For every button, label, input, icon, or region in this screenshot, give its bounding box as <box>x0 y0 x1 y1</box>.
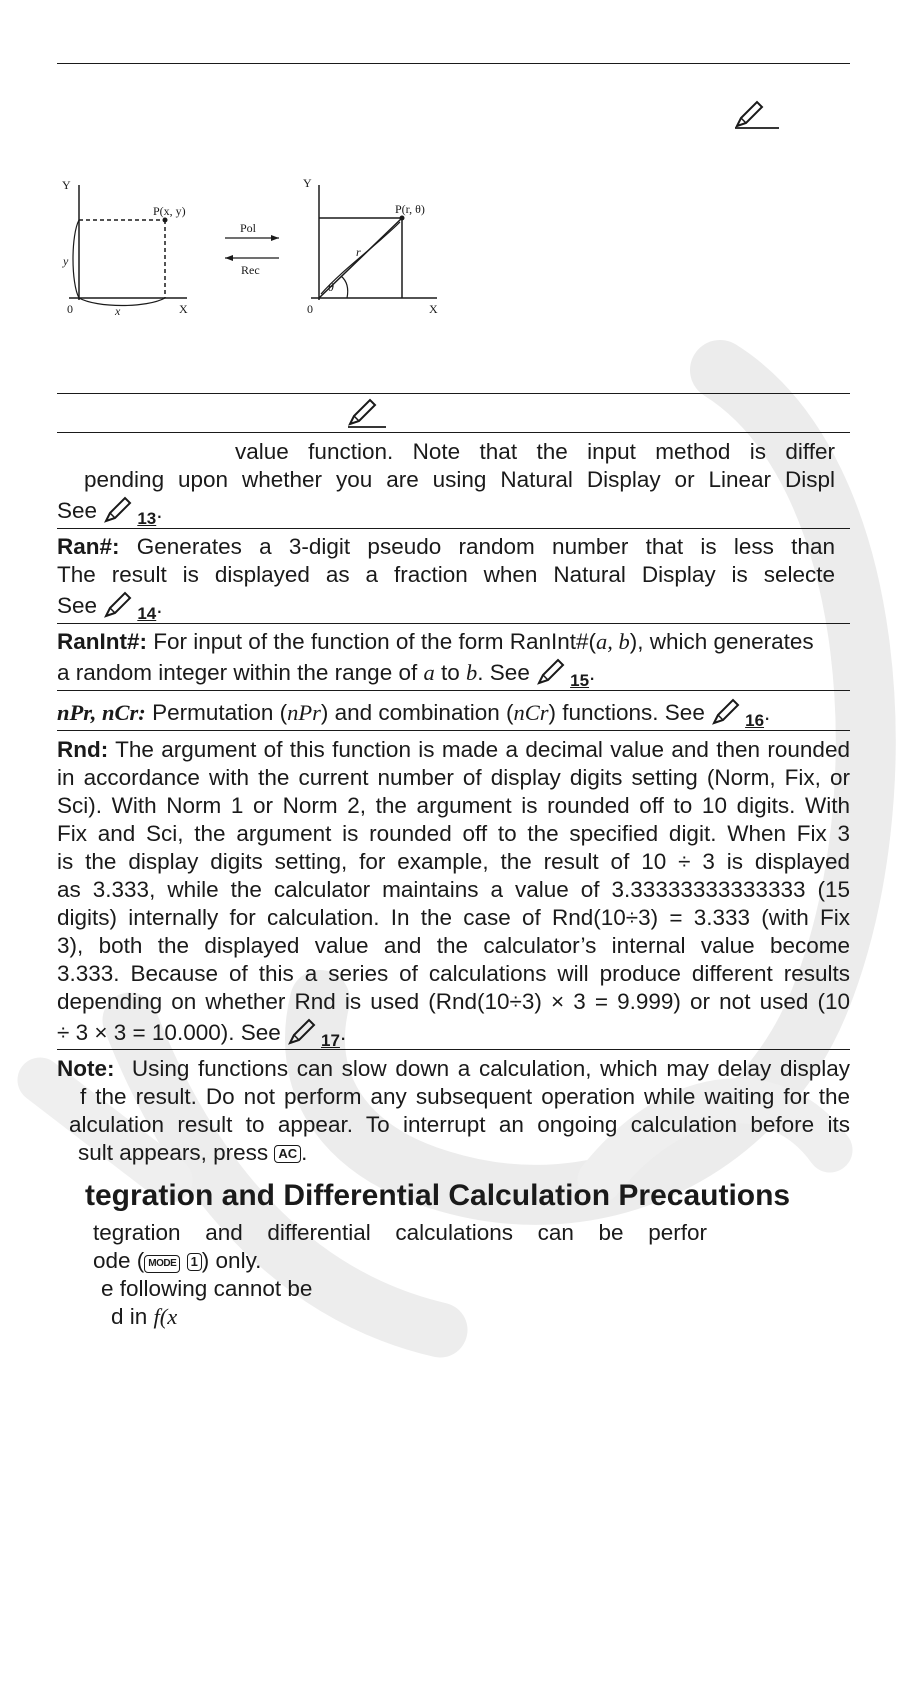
note-text-1: Using functions can slow down a calculation, which may delay display <box>131 1056 850 1081</box>
right-point <box>400 216 405 221</box>
rnd-line-3: Sci). With Norm 1 or Norm 2, the argument is rounded off to 10 digits. With <box>57 793 850 818</box>
rnd-line-4: Fix and Sci, the argument is rounded off to the specified digit. When Fix 3 <box>57 821 850 846</box>
pol-label: Pol <box>240 221 257 235</box>
see-label: See <box>57 593 98 618</box>
polar-rectangular-diagram <box>57 175 477 325</box>
ranint-to: to <box>441 660 460 685</box>
ran-text-1: Generates a 3-digit pseudo random number that is less than <box>136 534 835 559</box>
pencil-icon <box>103 589 141 619</box>
ran-line-3: See $_{14}$. <box>57 589 850 628</box>
section-line-1: tegration and differential calculations can be perfor <box>93 1220 707 1245</box>
rnd-line-11: ÷ 3 × 3 = 10.000). See $_{17}$. <box>57 1016 850 1055</box>
npr-term: nPr, nCr: <box>57 700 146 725</box>
pencil-icon <box>711 696 749 726</box>
npr-text-b: ) and combination ( <box>320 700 514 725</box>
rule-top <box>57 63 850 64</box>
rnd-term: Rnd: <box>57 737 109 762</box>
npr-symbol: nPr <box>287 700 321 725</box>
see-label: . See <box>477 660 530 685</box>
rnd-line-2: in accordance with the current number of display digits setting (Norm, Fix, or <box>57 765 850 790</box>
ran-term: Ran#: <box>57 534 120 559</box>
left-origin-label: 0 <box>67 302 73 316</box>
ranint-text-a: For input of the function of the form RanInt#( <box>153 629 597 654</box>
ran-line-1 <box>57 533 835 561</box>
rnd-line-9: 3.333. Because of this a series of calculations will produce different results <box>57 961 850 986</box>
left-y-brace <box>73 220 79 298</box>
section-text-4a: d in <box>111 1304 148 1329</box>
section-line-3: e following cannot be <box>101 1276 313 1301</box>
note-text-4: sult appears, press <box>78 1140 269 1165</box>
rule-section-sub <box>57 432 850 433</box>
right-point-label: P(r, θ) <box>395 202 425 216</box>
left-y-var: y <box>63 254 69 268</box>
abs-line-3: See $_{13}$. <box>57 494 850 533</box>
note-term: Note: <box>57 1056 115 1081</box>
ranint-entry <box>57 628 850 695</box>
rnd-line-8: 3), both the displayed value and the calculator’s internal value become <box>57 933 850 958</box>
note-ref: 13 <box>137 509 157 528</box>
section-text-2b: ) only. <box>201 1248 262 1273</box>
right-y-label: Y <box>303 176 312 190</box>
rnd-line-10: depending on whether Rnd is used (Rnd(10÷3) × 3 = 9.999) or not used (10 <box>57 989 850 1014</box>
right-angle-arc <box>341 276 348 298</box>
note-ref: 15 <box>570 671 590 690</box>
section-line-2 <box>57 1247 850 1275</box>
note-line-4: sult appears, press AC . <box>78 1140 308 1165</box>
note-line-2: f the result. Do not perform any subsequent operation while waiting for the <box>80 1084 850 1109</box>
note-line-1 <box>57 1055 850 1083</box>
one-key: 1 <box>187 1253 202 1271</box>
note-ref: 14 <box>137 604 157 623</box>
rnd-text-0: The argument of this function is made a decimal value and then rounded <box>115 737 850 762</box>
fx-symbol: f(x <box>153 1304 178 1329</box>
right-origin-label: 0 <box>307 302 313 316</box>
left-x-var: x <box>115 304 121 318</box>
left-point <box>163 218 168 223</box>
rule-section-top <box>57 393 850 394</box>
pencil-icon <box>103 494 141 524</box>
note-block <box>57 1055 850 1167</box>
npr-text-c: ) functions. See <box>548 700 705 725</box>
right-theta-var: θ <box>328 280 334 294</box>
ranint-text-b: ), which generates <box>629 629 814 654</box>
rnd-line-6: as 3.333, while the calculator maintains a value of 3.33333333333333 (15 <box>57 877 850 902</box>
ac-key: AC <box>274 1145 301 1163</box>
pencil-icon <box>733 98 781 135</box>
ncr-symbol: nCr <box>513 700 549 725</box>
mode-key: MODE <box>144 1255 180 1273</box>
pencil-icon <box>536 656 574 686</box>
rnd-entry <box>57 736 850 1055</box>
rnd-line-7: digits) internally for calculation. In the case of Rnd(10÷3) = 3.333 (with Fix <box>57 905 850 930</box>
rec-label: Rec <box>241 263 260 277</box>
rec-arrowhead <box>225 255 233 261</box>
npr-line: nPr, nCr: Permutation (nPr) and combination (nCr) functions. See $_{16}$. <box>57 696 850 735</box>
abs-entry <box>57 438 850 533</box>
pencil-icon <box>287 1016 325 1046</box>
note-ref: 17 <box>321 1031 340 1050</box>
ranint-args: a, b <box>596 629 630 654</box>
note-line-3: alculation result to appear. To interrupt an ongoing calculation before its <box>69 1112 850 1137</box>
right-r-var: r <box>356 245 361 259</box>
left-x-brace <box>79 298 165 306</box>
ranint-text-c: a random integer within the range of <box>57 660 418 685</box>
pol-arrowhead <box>271 235 279 241</box>
pencil-icon <box>346 397 386 434</box>
section-heading: tegration and Differential Calculation Precautions <box>85 1179 791 1212</box>
left-x-label: X <box>179 302 188 316</box>
right-x-label: X <box>429 302 438 316</box>
ran-line-2: The result is displayed as a fraction when Natural Display is selecte <box>57 562 835 587</box>
ran-entry <box>57 533 850 628</box>
left-y-label: Y <box>62 178 71 192</box>
abs-line-2: pending upon whether you are using Natural Display or Linear Displ <box>84 467 835 492</box>
section-line-4 <box>57 1303 850 1331</box>
note-ref: 16 <box>745 711 765 730</box>
see-label: See <box>57 498 98 523</box>
rnd-line-5: is the display digits setting, for example, the result of 10 ÷ 3 is displayed <box>57 849 850 874</box>
abs-line-1: value function. Note that the input method is differ <box>235 439 835 464</box>
ranint-term: RanInt#: <box>57 629 147 654</box>
ranint-var-b: b <box>466 660 478 685</box>
section-text-2a: ode ( <box>93 1248 145 1273</box>
ranint-line-1 <box>57 628 850 656</box>
left-point-label: P(x, y) <box>153 204 186 218</box>
rnd-line-1 <box>57 736 850 764</box>
npr-text-a: Permutation ( <box>152 700 288 725</box>
section-body <box>57 1219 850 1331</box>
ranint-var-a: a <box>423 660 435 685</box>
npr-entry <box>57 696 850 735</box>
ranint-line-2: a random integer within the range of a to b. See $_{15}$. <box>57 656 850 695</box>
rnd-last-text: ÷ 3 × 3 = 10.000). See <box>57 1020 281 1045</box>
